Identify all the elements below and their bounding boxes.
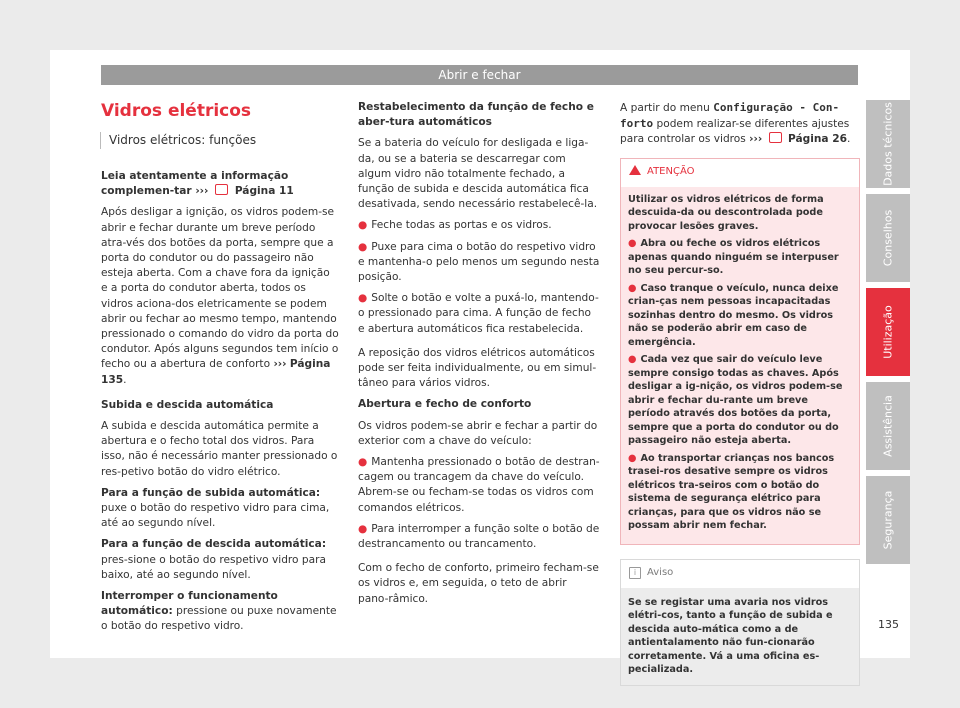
note-box	[620, 559, 860, 686]
interromper-label: Interromper o funcionamento automático:	[101, 590, 278, 618]
paragraph-final: Com o fecho de conforto, primeiro fecham-se os vidros e, em seguida, o teto de abrir pano-râmico.	[358, 562, 599, 605]
paragraph-subida-func	[101, 486, 339, 532]
warning-intro: Utilizar os vidros elétricos de forma descuida-da ou descontrolada pode provocar lesões graves.	[628, 193, 824, 232]
menu-text-post: podem realizar-se diferentes ajustes para controlar os vidros	[620, 118, 850, 146]
paragraph-conforto: Os vidros podem-se abrir e fechar a partir do exterior com a chave do veículo:	[358, 419, 598, 447]
note-header	[621, 560, 859, 588]
list-item	[358, 218, 600, 233]
paragraph-menu: A partir do menu Configuração - Con-forto podem realizar-se diferentes ajustes para controlar os vidros ››› Página 26.	[620, 101, 851, 146]
bullet-icon: ●	[358, 522, 368, 535]
bullet-icon: ●	[358, 219, 368, 232]
bullet-icon: ●	[358, 292, 368, 305]
page-number: 135	[878, 618, 899, 631]
paragraph-1-text: Após desligar a ignição, os vidros podem-se abrir e fechar durante um breve período atra-vés dos botões da porta, sempre que a porta do condutor ou do passageiro não esteja aberta. Com a chave fora da ignição e a porta do condutor aberta, todos os vidros aciona-dos eletricamente se podem abrir ou fechar ao mesmo tempo, mantendo pressionado o comando do vidro da porta do condutor. Após alguns segundos tem início o fecho ou a abertura de conforto	[101, 206, 339, 371]
descida-text: pres-sione o botão do respetivo vidro para baixo, até ao segundo nível.	[101, 553, 326, 581]
column-1	[101, 100, 339, 641]
heading-conforto: Abertura e fecho de conforto	[358, 398, 532, 411]
intro-paragraph	[101, 169, 339, 199]
section-subtitle: Vidros elétricos: funções	[100, 132, 339, 149]
interromper-text: pressione ou puxe novamente o botão do respetivo vidro.	[101, 605, 337, 633]
warning-triangle-icon	[629, 165, 641, 175]
warning-header	[621, 159, 859, 187]
intro-ref-link[interactable]: Página 11	[234, 185, 294, 198]
tab-conselhos[interactable]	[866, 194, 910, 282]
bullet-icon: ●	[628, 238, 637, 250]
descida-label: Para a função de descida automática:	[101, 538, 327, 551]
tab-dados-tecnicos[interactable]	[866, 100, 910, 188]
paragraph-reposicao: A reposição dos vidros elétricos automáticos pode ser feita individualmente, ou em simul-tâneo para vários vidros.	[358, 346, 597, 390]
note-body: Se se registar uma avaria nos vidros elétri-cos, tanto a função de subida e descida auto-mática como a de antientalamento não fun-cionarão corretamente. Vá a uma oficina es-pecializada.	[628, 596, 833, 676]
subida-text: puxe o botão do respetivo vidro para cima, até ao segundo nível.	[101, 502, 330, 530]
heading-subida: Subida e descida automática	[101, 398, 274, 411]
tab-utilizacao[interactable]	[866, 288, 910, 376]
list-item	[358, 240, 600, 286]
paragraph-1: Após desligar a ignição, os vidros podem-se abrir e fechar durante um breve período atra-vés dos botões da porta, sempre que a porta do condutor ou do passageiro não esteja aberta. Com a chave fora da ignição e a porta do condutor aberta, todos os vidros aciona-dos eletricamente se podem abrir ou fechar ao mesmo tempo, mantendo pressionado o comando do vidro da porta do condutor. Após alguns segundos tem início o fecho ou a abertura de conforto ››› Página 135.	[101, 206, 339, 386]
intro-text: Leia atentamente a informação complemen-tar	[101, 170, 289, 198]
tab-label: Conselhos	[881, 209, 895, 267]
warning-item-text: Caso tranque o veículo, nunca deixe crian-ças nem pessoas incapacitadas sozinhas dentro do mesmo. Os vidros não se poderão abrir em caso de emergência.	[628, 282, 839, 348]
list-item-text: Puxe para cima o botão do respetivo vidro e mantenha-o pelo menos um segundo nesta posição.	[358, 240, 600, 284]
tab-assistencia[interactable]	[866, 382, 910, 470]
list-item-text: Solte o botão e volte a puxá-lo, mantendo-o pressionado para cima. A função de fecho e abertura automáticos fica restabelecida.	[358, 292, 599, 335]
tab-seguranca[interactable]	[866, 476, 910, 564]
page-title: Vidros elétricos	[101, 101, 252, 121]
warning-box	[620, 158, 860, 545]
tab-label: Assistência	[881, 395, 895, 457]
paragraph-descida-func	[101, 537, 339, 583]
warning-title: ATENÇÃO	[647, 165, 695, 177]
warning-item	[628, 452, 852, 533]
paragraph-subida: A subida e descida automática permite a abertura e o fecho total dos vidros. Para isso, não é necessário manter pressionado o res-petivo botão do vidro elétrico.	[101, 420, 338, 478]
list-item-text: Para interromper a função solte o botão de destrancamento ou trancamento.	[358, 522, 600, 551]
warning-item-text: Abra ou feche os vidros elétricos apenas quando ninguém se interpuser no seu percur-so.	[628, 238, 839, 277]
warning-item	[628, 282, 852, 350]
list-item-text: Mantenha pressionado o botão de destran-cagem ou trancagem da chave do veículo. Abrem-se ou fecham-se todas os vidros com comandos elétricos.	[358, 456, 600, 514]
info-icon: i	[629, 567, 641, 579]
chapter-tabs	[866, 100, 910, 570]
warning-item-text: Cada vez que sair do veículo leve sempre consigo todas as chaves. Após desligar a ig-nição, os vidros podem-se abrir e fechar du-rante um breve período através dos botões da porta, sempre que a porta do condutor ou do passageiro não esteja aberta.	[628, 354, 843, 447]
tab-label: Utilização	[881, 305, 895, 359]
menu-path: Configuração - Con-forto	[620, 101, 840, 131]
warning-body	[621, 187, 859, 544]
paragraph-restabelecimento: Se a bateria do veículo for desligada e liga-da, ou se a bateria se descarregar com algum vidro não totalmente fechado, a função de subida e descida automática fica desativada, sendo necessário restabelecê-la.	[358, 137, 598, 211]
warning-item-text: Ao transportar crianças nos bancos trasei-ros desative sempre os vidros elétricos tra-seiros com o botão do sistema de segurança elétrico para crianças, para que os vidros não se possam abrir nem fechar.	[628, 452, 835, 532]
list-item-text: Feche todas as portas e os vidros.	[371, 219, 552, 232]
column-2	[358, 100, 600, 613]
section-header: Abrir e fechar	[101, 65, 858, 85]
arrow-icon: ›››	[195, 185, 209, 198]
bullet-icon: ●	[358, 456, 368, 469]
arrow-icon: ›››	[273, 358, 287, 371]
bullet-icon: ●	[358, 240, 368, 253]
bullet-icon: ●	[628, 282, 637, 294]
list-item	[358, 522, 600, 552]
list-item	[358, 291, 600, 337]
subida-label: Para a função de subida automática:	[101, 486, 321, 499]
arrow-icon: ›››	[749, 133, 763, 146]
warning-item	[628, 353, 852, 448]
p1-ref-link[interactable]: Página 135	[101, 358, 331, 386]
list-item	[358, 455, 600, 516]
tab-label: Dados técnicos	[881, 102, 895, 186]
paragraph-interromper	[101, 589, 339, 635]
warning-item	[628, 237, 852, 278]
column-3	[620, 100, 860, 686]
heading-restabelecimento: Restabelecimento da função de fecho e aber-tura automáticos	[358, 101, 594, 129]
note-title: Aviso	[647, 566, 674, 578]
bullet-icon: ●	[628, 354, 637, 366]
menu-ref-link[interactable]: Página 26	[788, 133, 847, 146]
book-icon	[215, 184, 228, 195]
menu-text-pre: A partir do menu	[620, 102, 710, 114]
book-icon	[769, 132, 782, 143]
tab-label: Segurança	[881, 490, 895, 550]
bullet-icon: ●	[628, 452, 637, 464]
